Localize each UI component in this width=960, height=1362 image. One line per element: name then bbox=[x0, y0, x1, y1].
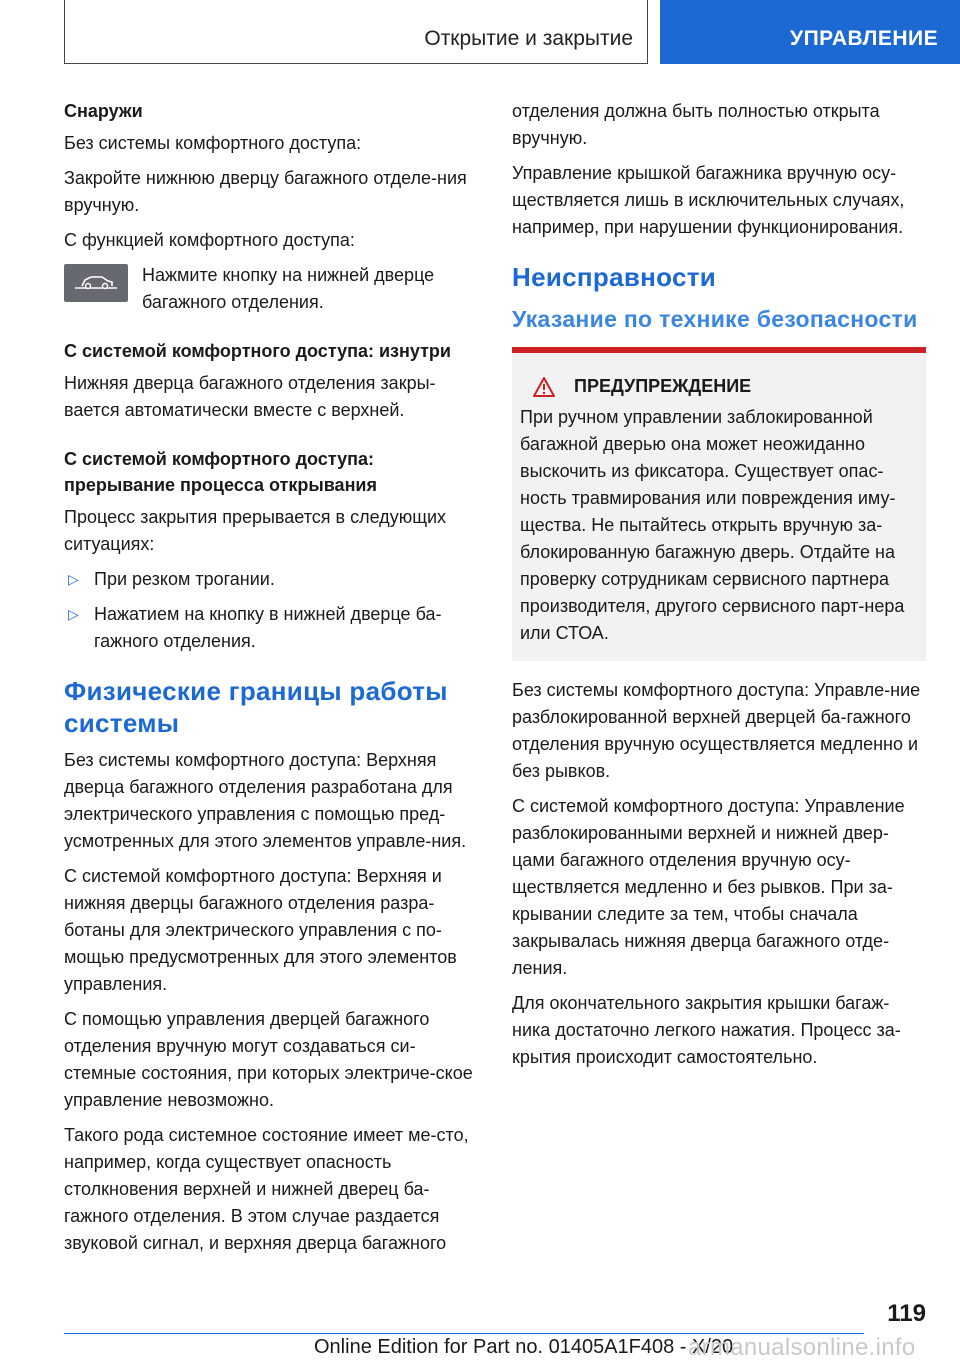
warning-box bbox=[512, 347, 926, 661]
left-column bbox=[64, 98, 478, 1265]
heading-safety: Указание по технике безопасности bbox=[512, 306, 918, 332]
heading-outside: Снаружи bbox=[64, 101, 143, 121]
paragraph: Процесс закрытия прерывается в следующих ситуациях: bbox=[64, 507, 447, 554]
heading-interrupt: С системой комфортного доступа: прерывание процесса открывания bbox=[64, 449, 378, 495]
paragraph: С системой комфортного доступа: Управление разблокированными верхней и нижней двер-цами багажного отделения вручную осу-ществляется медленно и без рывков. При за-крывании следите за тем, чтобы сначала закрывалась нижняя дверца багажного отде-ления. bbox=[512, 796, 905, 978]
edition-text: Online Edition for Part no. 01405A1F408 - X/20 bbox=[314, 1336, 734, 1358]
paragraph: С системой комфортного доступа: Верхняя и нижняя дверцы багажного отделения разра-ботаны для электрического управления с по-мощью предусмотренных для этого элементов управления. bbox=[64, 866, 457, 994]
bullet-list bbox=[64, 566, 478, 655]
warning-header bbox=[520, 373, 916, 400]
icon-instruction-text: Нажмите кнопку на нижней дверце багажного отделения. bbox=[142, 265, 435, 312]
section-tab bbox=[64, 0, 648, 64]
list-item: ▷ При резком трогании. bbox=[64, 566, 478, 593]
paragraph: Без системы комфортного доступа: bbox=[64, 133, 362, 153]
paragraph: Такого рода системное состояние имеет ме-сто, например, когда существует опасность столкновения верхней и нижней дверец ба-гажного отделения. В этом случае раздается звуковой сигнал, и верхняя дверца багажного bbox=[64, 1125, 469, 1253]
warning-text: При ручном управлении заблокированной багажной дверью она может неожиданно выскочить из фиксатора. Существует опас-ность травмирования или повреждения иму-щества. Не пытайтесь открыть вручную за-блокированную багажную дверь. Отдайте на проверку сотрудникам сервисного партнера производителя, другого сервисного парт-нера или СТОА. bbox=[520, 407, 905, 643]
heading-inside: С системой комфортного доступа: изнутри bbox=[64, 341, 451, 361]
paragraph: Управление крышкой багажника вручную осу-ществляется лишь в исключительных случаях, например, при нарушении функционирования. bbox=[512, 163, 905, 237]
paragraph: Без системы комфортного доступа: Верхняя дверца багажного отделения разработана для электрического управления с помощью пред-усмотренных для этого элементов управле-ния. bbox=[64, 750, 467, 851]
right-column bbox=[512, 98, 926, 1079]
section-title: Открытие и закрытие bbox=[424, 27, 633, 50]
paragraph: С помощью управления дверцей багажного отделения вручную могут создаваться си-стемные состояния, при которых электриче-ское управление невозможно. bbox=[64, 1009, 473, 1110]
paragraph: Закройте нижнюю дверцу багажного отделе-ния вручную. bbox=[64, 168, 467, 215]
triangle-right-icon: ▷ bbox=[68, 571, 79, 587]
chapter-tab: УПРАВЛЕНИЕ bbox=[660, 0, 960, 64]
car-kick-icon bbox=[64, 264, 128, 302]
warning-title: ПРЕДУПРЕЖДЕНИЕ bbox=[574, 376, 752, 396]
triangle-right-icon: ▷ bbox=[68, 606, 79, 622]
page-number: 119 bbox=[887, 1300, 926, 1327]
paragraph: Нижняя дверца багажного отделения закры-вается автоматически вместе с верхней. bbox=[64, 373, 436, 420]
paragraph: отделения должна быть полностью открыта вручную. bbox=[512, 101, 880, 148]
list-item: ▷ Нажатием на кнопку в нижней дверце ба-гажного отделения. bbox=[64, 601, 478, 655]
watermark: armanualsonline.info bbox=[688, 1334, 916, 1361]
paragraph: С функцией комфортного доступа: bbox=[64, 230, 355, 250]
page-header bbox=[0, 0, 960, 66]
paragraph: Для окончательного закрытия крышки багаж-ника достаточно легкого нажатия. Процесс за-крытия происходит самостоятельно. bbox=[512, 993, 901, 1067]
warning-triangle-icon bbox=[532, 376, 556, 398]
heading-faults: Неисправности bbox=[512, 262, 717, 292]
paragraph: Без системы комфортного доступа: Управле-ние разблокированной верхней дверцей ба-гажного отделения вручную осуществляется медленно и без рывков. bbox=[512, 680, 921, 781]
icon-instruction bbox=[64, 262, 478, 316]
heading-limits: Физические границы работы системы bbox=[64, 676, 448, 738]
